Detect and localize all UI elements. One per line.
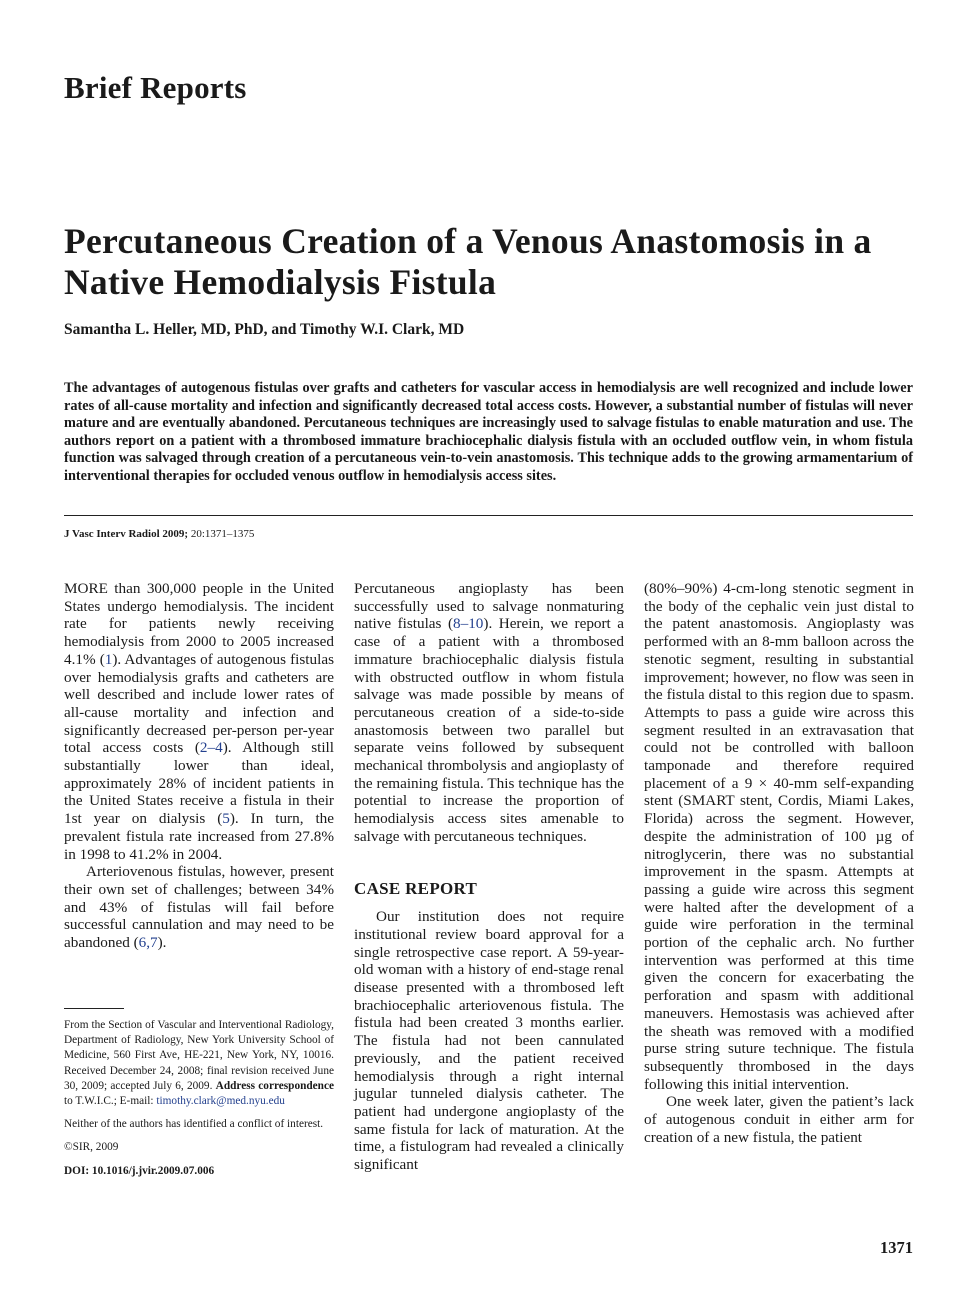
paragraph: (80%–90%) 4-cm-long stenotic segment in the body of the cephalic vein just distal to the patent anastomosis. Angioplasty was performed with an 8-mm balloon across the stenotic segment, resulting in substantial improvement; however, no flow was seen in the fistula distal to this region due to spasm. Attempts to pass a guide wire across this segment resulted in an extravasation that could not be controlled with balloon tamponade and therefore required placement of a 9 × 40-mm self-expanding stent (SMART stent, Cordis, Miami Lakes, Florida) across the segment. However, despite the administration of 100 µg of nitroglycerin, there was no substantial improvement in the spasm. Attempts at passing a guide wire across this segment were halted after the development of a guide wire perforation in the terminal portion of the cephalic arch. No further intervention was performed at this time given the concern for exacerbating the perforation and spasm with additional maneuvers. Hemostasis was achieved after the sheath was removed with a modified purse string suture technique. The fistula subsequently thrombosed in the days following this initial intervention. [644, 580, 914, 1093]
reference-link[interactable]: 8–10 [453, 615, 484, 633]
reference-link[interactable]: 5 [222, 810, 230, 828]
footnotes [64, 1018, 334, 1187]
reference-link[interactable]: 1 [104, 650, 113, 668]
abstract-divider [64, 515, 913, 516]
body-column-2 [354, 580, 624, 1174]
abstract: The advantages of autogenous fistulas over grafts and catheters for vascular access in hemodialysis are well recognized and include lower rates of all-cause mortality and infection and significantly decreased total access costs. However, a substantial number of fistulas will never mature and are eventually abandoned. Percutaneous techniques are increasingly used to salvage fistulas to enable maturation and use. The authors report on a patient with a thrombosed immature brachiocephalic dialysis fistula with an occluded outflow vein, in whom fistula function was salvaged through creation of a percutaneous vein-to-vein anastomosis. This technique adds to the growing armamentarium of interventional therapies for occluded venous outflow in hemodialysis access sites. [64, 380, 913, 484]
section-header: Brief Reports [64, 70, 247, 105]
citation-volume: 20:1371–1375 [188, 528, 255, 540]
reference-link[interactable]: 2–4 [199, 739, 223, 757]
author-list: Samantha L. Heller, MD, PhD, and Timothy W.I. Clark, MD [64, 321, 465, 338]
journal-citation [64, 528, 254, 540]
paragraph: Our institution does not require institutional review board approval for a single retrospective case report. A 59-year-old woman with a history of end-stage renal disease presented with a thrombosed left brachiocephalic arteriovenous fistula. The fistula had been created 3 months earlier. The fistula had not been cannulated previously, and the patient received hemodialysis through a right internal jugular tunneled dialysis catheter. The patient had undergone angioplasty of the same fistula for lack of maturation. At the time, a fistulogram had revealed a clinically significant [354, 908, 624, 1174]
body-column-3 [644, 580, 914, 1147]
paragraph: Percutaneous angioplasty has been successfully used to salvage nonmaturing native fistulas (8–10). Herein, we report a case of a patient with a thrombosed immature brachiocephalic dialysis fistula with obstructed outflow in whom fistula salvage was made possible by means of percutaneous creation of a side-to-side anastomosis between two parallel but separate veins followed by subsequent mechanical thrombolysis and angioplasty of the remaining fistula. This technique has the potential to increase the proportion of hemodialysis access sites amenable to salvage with percutaneous techniques. [354, 580, 625, 845]
section-heading: CASE REPORT [354, 878, 478, 898]
copyright-note: ©SIR, 2009 [64, 1141, 119, 1154]
conflict-note: Neither of the authors has identified a conflict of interest. [64, 1118, 324, 1131]
affiliation-note: From the Section of Vascular and Interventional Radiology, Department of Radiology, New York University School of Medicine, 560 First Ave, HE-221, New York, NY, 10016. Received December 24, 2008; final revision received June 30, 2009; accepted July 6, 2009. Address correspondence to T.W.I.C.; E-mail: timothy.clark@med.nyu.edu [64, 1019, 334, 1108]
footnote-divider [64, 1008, 124, 1009]
paragraph: One week later, given the patient’s lack of autogenous conduit in either arm for creation of a new fistula, the patient [644, 1093, 914, 1146]
body-column-1 [64, 580, 334, 952]
page-number: 1371 [880, 1238, 913, 1257]
reference-link[interactable]: 6,7 [138, 934, 158, 952]
paragraph: MORE than 300,000 people in the United States undergo hemodialysis. The incident rate for patients newly receiving hemodialysis from 2000 to 2005 increased 4.1% (1). Advantages of autogenous fistulas over hemodialysis grafts and catheters are well described and include lower rates of all-cause mortality and infection and significantly decreased per-person per-year total access costs (2–4). Although still substantially lower than ideal, approximately 28% of incident patients in the United States receive a fistula in their 1st year on dialysis (5). In turn, the prevalent fistula rate increased from 27.8% in 1998 to 41.2% in 2004. [64, 580, 334, 863]
email-link[interactable]: timothy.clark@med.nyu.edu [156, 1095, 285, 1108]
paragraph: Arteriovenous fistulas, however, present their own set of challenges; between 34% and 43% of fistulas will fail before successful cannulation and may need to be abandoned (6,7). [64, 863, 334, 952]
doi-note: DOI: 10.1016/j.jvir.2009.07.006 [64, 1164, 215, 1177]
citation-journal: J Vasc Interv Radiol 2009; [64, 528, 189, 540]
article-title: Percutaneous Creation of a Venous Anastomosis in a Native Hemodialysis Fistula [64, 221, 872, 302]
